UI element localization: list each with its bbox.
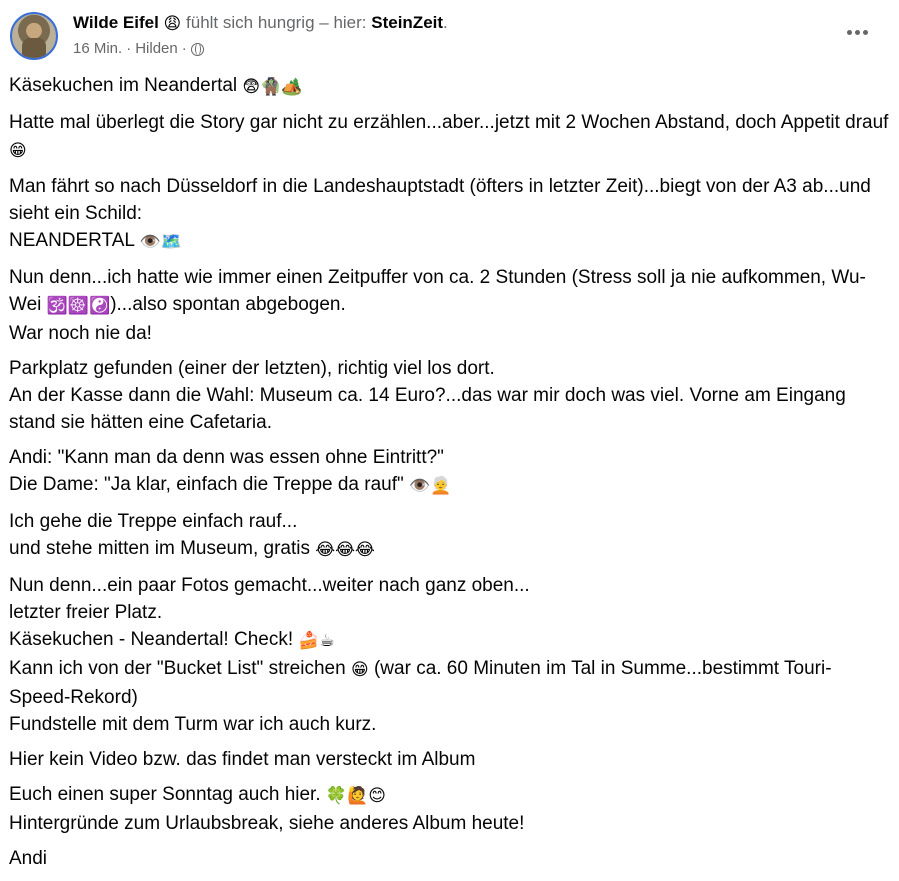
post-line [9, 227, 889, 256]
post-title-line [73, 12, 448, 35]
post-timestamp[interactable]: 16 Min. [73, 40, 123, 57]
post-text: letzter freier Platz. [9, 602, 163, 623]
post-paragraph [9, 746, 889, 773]
post-text: Kann ich von der "Bucket List" streichen [9, 658, 351, 679]
post-paragraph [9, 444, 889, 500]
post-text: An der Kasse dann die Wahl: Museum ca. 14 Euro?...das war mir doch was viel. Vorne am Eingang stand sie hätten eine Cafetaria. [9, 385, 846, 433]
emoji-icon: 👁️🧑‍🦳 [409, 476, 452, 496]
emoji-icon: 👁️🗺️ [139, 232, 182, 252]
post-paragraph [9, 845, 889, 872]
post-text: und stehe mitten im Museum, gratis [9, 538, 316, 559]
post-text: Euch einen super Sonntag auch hier. [9, 784, 326, 805]
emoji-icon: 🍀🙋😊 [325, 786, 386, 806]
post-line [9, 109, 889, 165]
post-line [9, 471, 889, 500]
post-line [9, 711, 889, 738]
post-line [9, 572, 889, 599]
post-paragraph [9, 781, 889, 837]
separator-dot-2: · [181, 40, 187, 57]
post-text: Hatte mal überlegt die Story gar nicht zu erzählen...aber...jetzt mit 2 Wochen Abstand, doch Appetit drauf [9, 112, 889, 133]
author-avatar[interactable] [10, 12, 58, 60]
post-text: Nun denn...ich hatte wie immer einen Zeitpuffer von ca. 2 Stunden (Stress soll ja nie aufkommen, Wu-Wei [9, 267, 866, 315]
author-name[interactable]: Wilde Eifel [73, 13, 159, 32]
post-paragraph [9, 72, 889, 101]
emoji-icon: 😁 [9, 141, 27, 161]
feeling-emoji: 😩 [163, 14, 182, 34]
post-body [9, 72, 889, 880]
post-line [9, 845, 889, 872]
hide-link[interactable]: Hilden [135, 40, 178, 57]
post-text: War noch nie da! [9, 323, 152, 344]
post-line [9, 599, 889, 626]
place-link[interactable]: SteinZeit [371, 13, 444, 32]
post-text: Andi [9, 848, 48, 869]
post-text: Ich gehe die Treppe einfach rauf... [9, 511, 298, 532]
post-line [9, 320, 889, 347]
emoji-icon: 😨🧌🏕️ [242, 77, 303, 97]
post-line [9, 508, 889, 535]
post-text: Käsekuchen im Neandertal [9, 75, 243, 96]
post-text: )...also spontan abgebogen. [110, 294, 346, 315]
post-line [9, 355, 889, 382]
post-line [9, 810, 889, 837]
post-paragraph [9, 355, 889, 436]
separator-dot: · [126, 40, 132, 57]
post-line [9, 746, 889, 773]
emoji-icon: 🍰☕ [298, 631, 335, 651]
post-paragraph [9, 572, 889, 738]
post-line [9, 382, 889, 436]
post-paragraph [9, 508, 889, 564]
post-line [9, 655, 889, 711]
post-meta [73, 12, 448, 59]
post-line [9, 264, 889, 320]
emoji-icon: 😂😂😂 [315, 540, 375, 560]
post-subline [73, 39, 448, 59]
post-line [9, 535, 889, 564]
feeling-text: fühlt sich hungrig – hier: [186, 13, 367, 32]
post-line [9, 444, 889, 471]
post-paragraph [9, 173, 889, 256]
emoji-icon: 😁 [350, 660, 369, 680]
post-text: Die Dame: "Ja klar, einfach die Treppe da rauf" [9, 474, 410, 495]
post-text: (war ca. 60 Minuten im Tal in Summe...bestimmt Touri-Speed-Rekord) [9, 658, 832, 708]
title-period: . [443, 13, 448, 32]
post-text: Hier kein Video bzw. das findet man versteckt im Album [9, 749, 476, 770]
post-paragraph [9, 109, 889, 165]
post-text: Fundstelle mit dem Turm war ich auch kurz. [9, 714, 377, 735]
post-paragraph [9, 264, 889, 347]
emoji-icon: 🕉️☸️☯️ [46, 296, 111, 316]
post-text: Nun denn...ein paar Fotos gemacht...weiter nach ganz oben... [9, 575, 530, 596]
more-options-icon[interactable] [839, 18, 875, 46]
post-line [9, 72, 889, 101]
post-line [9, 626, 889, 655]
post-line [9, 781, 889, 810]
post-text: Käsekuchen - Neandertal! Check! [9, 629, 299, 650]
globe-icon [191, 43, 204, 56]
post-text: Man fährt so nach Düsseldorf in die Landeshauptstadt (öfters in letzter Zeit)...biegt von der A3 ab...und sieht ein Schild: [9, 176, 871, 224]
post-header [8, 8, 891, 64]
post-line [9, 173, 889, 227]
post-text: Parkplatz gefunden (einer der letzten), richtig viel los dort. [9, 358, 495, 379]
post-text: NEANDERTAL [9, 230, 140, 251]
post-text: Andi: "Kann man da denn was essen ohne Eintritt?" [9, 447, 444, 468]
post-text: Hintergründe zum Urlaubsbreak, siehe anderes Album heute! [9, 813, 525, 834]
